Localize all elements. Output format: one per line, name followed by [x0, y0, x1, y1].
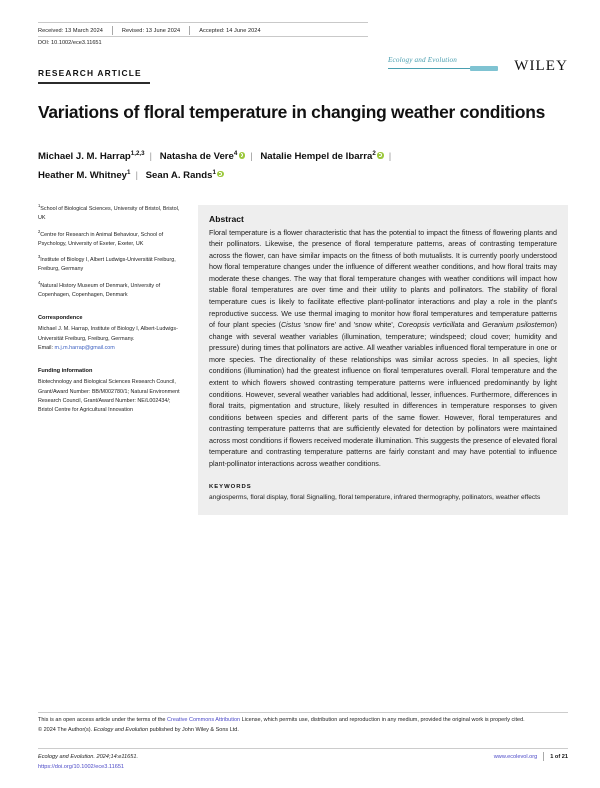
author-entry	[143, 170, 224, 181]
orcid-icon[interactable]	[377, 152, 383, 158]
footer-meta-block	[494, 752, 568, 761]
affiliation-item	[38, 279, 186, 301]
author-name: Natasha de Vere	[159, 151, 234, 162]
affiliation-item	[38, 228, 186, 250]
footer-citation: Ecology and Evolution. 2024;14:e11651.	[38, 754, 139, 760]
author-affil-marker: 1,2,3	[130, 149, 145, 157]
history-divider-2	[189, 26, 190, 35]
author-affil-marker: 4	[233, 149, 238, 157]
abstract-heading: Abstract	[209, 214, 244, 224]
correspondence-heading: Correspondence	[38, 315, 83, 322]
author-separator: |	[388, 151, 392, 162]
journal-logo-block	[388, 56, 568, 86]
article-type-label: RESEARCH ARTICLE	[38, 68, 142, 78]
spacer	[38, 307, 186, 314]
species-name-coreopsis: Coreopsis verticillata	[397, 321, 465, 330]
license-top-rule	[38, 712, 568, 713]
species-name-geranium: Geranium psilostemon	[482, 321, 555, 330]
correspondence-text: Michael J. M. Harrap, Institute of Biology I, Albert-Ludwigs-Universität Freiburg, Freiburg, Germany.	[38, 326, 178, 342]
footer-top-rule	[38, 748, 568, 749]
abstract-part-1: Floral temperature is a flower characteristic that has the potential to impact the fitness of flowering plants and their pollinators. Likewise, the presence of floral temperature patterns, areas of contrasting temperature across the flower, can have similar impacts on the fitness of both mutualists. It is currently poorly understood how floral temperature changes under the influence of different weather conditions, and how floral traits may moderate these changes. The way that floral temperature changes with weather conditions will impact how stable floral temperatures are over time and their utility to plants and pollinators. The stability of floral temperature cues is likely to facilitate effective plant-pollinator interactions and play a role in the plant's reproductive success. We use thermal imaging to monitor how floral temperatures and temperature patterns of four plant species (	[209, 228, 557, 330]
email-link[interactable]: m.j.m.harrap@gmail.com	[54, 345, 115, 352]
author-list	[38, 148, 568, 185]
creative-commons-link[interactable]: Creative Commons Attribution	[167, 717, 241, 723]
author-separator: |	[135, 169, 138, 181]
footer-divider	[543, 752, 544, 761]
footer-citation-block	[38, 752, 138, 772]
author-name: Michael J. M. Harrap	[38, 151, 131, 162]
wiley-logo: WILEY	[514, 58, 568, 74]
affiliation-text: Institute of Biology I, Albert Ludwigs-Universität Freiburg, Freiburg, Germany	[38, 257, 176, 273]
received-date: Received: 13 March 2024	[38, 27, 103, 34]
footer-doi-link[interactable]: https://doi.org/10.1002/ece3.11651	[38, 764, 125, 771]
page-number: 1 of 21	[550, 753, 568, 760]
author-entry	[38, 151, 145, 162]
abstract-part-2: 'snow fire' and 'snow white',	[300, 321, 398, 330]
paper-sheet	[38, 0, 568, 788]
author-separator: |	[149, 151, 153, 162]
affiliation-number: 2	[38, 228, 41, 234]
affiliation-text: Centre for Research in Animal Behaviour, School of Psychology, University of Exeter, Exeter, UK	[38, 231, 164, 247]
copyright-part-1: © 2024 The Author(s).	[38, 726, 94, 733]
email-label: Email:	[38, 345, 55, 352]
abstract-panel	[198, 205, 568, 515]
author-name: Heather M. Whitney	[38, 169, 128, 181]
affiliation-item	[38, 205, 186, 224]
abstract-text	[209, 228, 557, 471]
accepted-date: Accepted: 14 June 2024	[199, 27, 261, 34]
abstract-part-4: ) change with several weather variables (illumination, temperature; windspeed; cloud cover; humidity and pressure) during times that pollinators are active. All weather variables influenced floral temperature in one or more species. The directionality of these relationships was similar across species. In all species, light conditions (illumination) had the greatest influence on floral temperatures overall. Floral temperature and the extent to which flowers showed contrasting temperature patterns were influenced predominantly by light conditions. However, several weather variables had additional, lesser, influences. Furthermore, differences in floral traits, pigmentation and structure, likely resulted in differences in temperature responses to given conditions between species and different parts of the same flower. However, floral temperatures and contrasting temperature patterns that are sufficiently elevated for detection by pollinators were maintained across most conditions if flowers received moderate illumination. This suggests the presence of elevated floral temperature and contrasting temperature patterns are fairly constant and may have potential to influence plant-pollinator interactions across weather conditions.	[209, 321, 557, 469]
author-entry	[157, 151, 245, 162]
journal-logo-dash-icon	[470, 66, 498, 72]
spacer	[38, 360, 186, 367]
author-entry	[258, 151, 384, 162]
history-bottom-rule	[38, 36, 368, 37]
author-name: Natalie Hempel de Ibarra	[260, 151, 373, 162]
page-title: Variations of floral temperature in changing weather conditions	[38, 102, 546, 122]
history-top-rule	[38, 22, 368, 23]
affiliation-item	[38, 256, 186, 275]
keywords-heading: KEYWORDS	[209, 483, 252, 490]
author-affil-marker: 1	[127, 168, 131, 176]
affiliation-text: Natural History Museum of Denmark, University of Copenhagen, Copenhagen, Denmark	[38, 282, 161, 299]
copyright-journal-name: Ecology and Evolution	[93, 726, 149, 733]
doi-line: DOI: 10.1002/ece3.11651	[38, 40, 102, 46]
history-divider-1	[112, 26, 113, 35]
article-history	[38, 26, 368, 35]
funding-text: Biotechnology and Biological Sciences Research Council, Grant/Award Number: BB/M002780/1; Natural Environment Research Council, Grant/Award Number: NE/L002434/; Bristol Centre for Agricultural Innovation	[38, 379, 180, 414]
journal-website-link[interactable]: www.ecolevol.org	[493, 753, 538, 760]
revised-date: Revised: 13 June 2024	[121, 27, 181, 34]
affiliation-number: 4	[38, 279, 41, 285]
author-name: Sean A. Rands	[145, 169, 213, 181]
affiliation-number: 1	[38, 203, 41, 209]
abstract-part-3: and	[464, 321, 483, 330]
correspondence-block	[38, 325, 186, 353]
article-type-underline	[38, 82, 150, 84]
copyright-part-2: published by John Wiley & Sons Ltd.	[148, 726, 239, 733]
author-affil-marker: 1	[212, 168, 216, 176]
affiliations-column	[38, 205, 186, 423]
keywords-text: angiosperms, floral display, floral Signalling, floral temperature, infrared thermography, pollinators, weather effects	[209, 493, 541, 501]
funding-heading: Funding information	[38, 368, 93, 375]
license-part-2: License, which permits use, distribution and reproduction in any medium, provided the original work is properly cited.	[240, 717, 525, 723]
author-affil-marker: 2	[372, 149, 376, 157]
author-entry	[38, 170, 130, 181]
orcid-icon[interactable]	[217, 171, 223, 177]
author-separator: |	[250, 151, 253, 162]
affiliation-text: School of Biological Sciences, University of Bristol, Bristol, UK	[38, 206, 180, 222]
species-name-cistus: Cistus	[281, 321, 301, 330]
license-part-1: This is an open access article under the terms of the	[38, 717, 168, 723]
license-block	[38, 716, 568, 735]
affiliation-number: 3	[38, 254, 41, 260]
orcid-icon[interactable]	[239, 152, 245, 158]
journal-logo-name: Ecology and Evolution	[388, 56, 458, 64]
